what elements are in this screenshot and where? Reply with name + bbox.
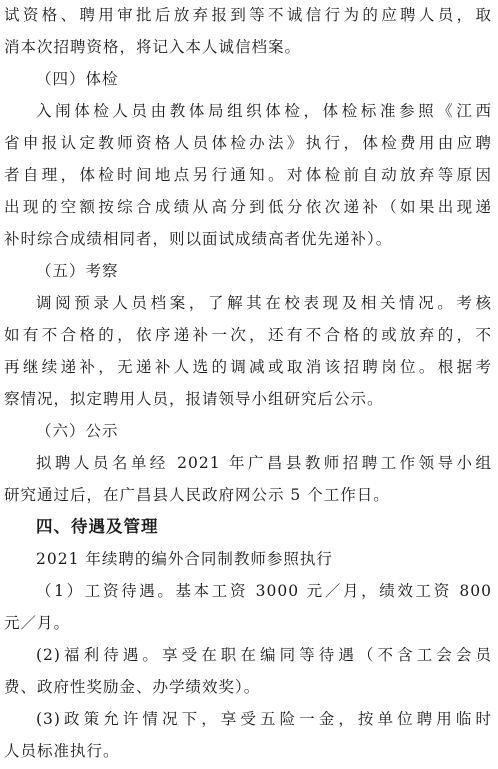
section-title-publicity: （六）公示 — [36, 422, 119, 440]
paragraph-line: 人员标准执行。 — [4, 742, 120, 760]
paragraph-line: 消本次招聘资格，将记入本人诚信档案。 — [4, 38, 302, 56]
paragraph-line: 调阅预录人员档案，了解其在校表现及相关情况。考核 — [36, 294, 492, 312]
paragraph-line: 察情况，拟定聘用人员，报请领导小组研究后公示。 — [4, 390, 384, 408]
paragraph-line: （1）工资待遇。基本工资 3000 元／月，绩效工资 800 — [36, 582, 492, 600]
paragraph-line: 研究通过后，在广昌县人民政府网公示 5 个工作日。 — [4, 486, 390, 504]
paragraph-line: 再继续递补，无递补人选的调减或取消该招聘岗位。根据考 — [4, 358, 492, 376]
paragraph-line: (2)福利待遇。享受在职在编同等待遇（不含工会会员 — [36, 646, 492, 664]
paragraph-line: 者自理，体检时间地点另行通知。对体检前自动放弃等原因 — [4, 166, 492, 184]
paragraph-line: (3)政策允许情况下，享受五险一金，按单位聘用临时 — [36, 710, 492, 728]
paragraph-line: 补时综合成绩相同者，则以面试成绩高者优先递补）。 — [4, 230, 393, 248]
section-title-investigation: （五）考察 — [36, 262, 119, 280]
section-heading-treatment: 四、待遇及管理 — [36, 517, 159, 536]
paragraph-line: 试资格、聘用审批后放弃报到等不诚信行为的应聘人员，取 — [4, 6, 492, 24]
section-title-physical-exam: （四）体检 — [36, 70, 119, 88]
paragraph-line: 出现的空额按综合成绩从高分到低分依次递补（如果出现递 — [4, 198, 492, 216]
paragraph-line: 省申报认定教师资格人员体检办法》执行，体检费用由应聘 — [4, 134, 492, 152]
paragraph-line: 拟聘人员名单经 2021 年广昌县教师招聘工作领导小组 — [36, 454, 492, 472]
paragraph-line: 如有不合格的，依序递补一次，还有不合格的或放弃的，不 — [4, 326, 492, 344]
paragraph-line: 入闱体检人员由教体局组织体检，体检标准参照《江西 — [36, 102, 492, 120]
paragraph-line: 费、政府性奖励金、办学绩效奖）。 — [4, 678, 261, 696]
paragraph-line: 元／月。 — [4, 614, 71, 632]
paragraph-line: 2021 年续聘的编外合同制教师参照执行 — [36, 550, 333, 568]
